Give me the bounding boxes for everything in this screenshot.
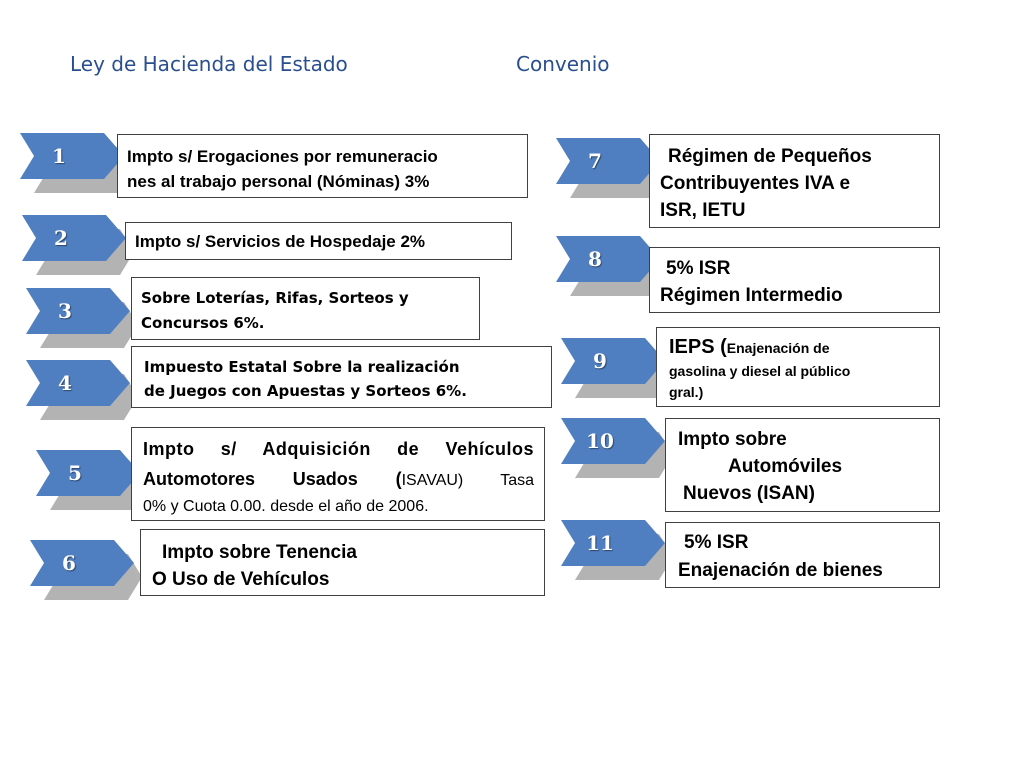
item-7-line-3: ISR, IETU [660,200,746,221]
item-5-line-2-bold: Automotores Usados ( [143,469,402,489]
item-9-line-3: gral.) [669,384,704,400]
item-box-9 [656,327,940,407]
chevron-number-8: 8 [588,247,602,271]
item-8-line-1: 5% ISR [666,258,731,279]
chevron-number-7: 7 [588,149,602,173]
chevron-marker-4 [26,360,136,434]
item-5-line-3: 0% y Cuota 0.00. desde el año de 2006. [143,498,429,515]
chevron-number-5: 5 [68,461,82,485]
chevron-marker-5 [36,450,146,524]
item-6-line-1: Impto sobre Tenencia [162,542,357,563]
chevron-marker-11 [561,520,671,594]
item-9-line-1 [669,334,939,361]
item-10-line-3: Nuevos (ISAN) [683,483,815,504]
chevron-marker-6 [30,540,140,614]
chevron-number-2: 2 [54,226,68,250]
item-box-4 [131,346,552,408]
chevron-marker-9 [561,338,671,412]
chevron-marker-10 [561,418,671,492]
item-7-line-2: Contribuyentes IVA e [660,173,851,194]
item-10-line-1: Impto sobre [678,429,787,450]
item-7-line-1: Régimen de Pequeños [668,146,872,167]
item-box-6 [140,529,545,596]
item-4-line-2: de Juegos con Apuestas y Sorteos 6%. [144,382,467,400]
heading-ley-hacienda: Ley de Hacienda del Estado [70,52,348,76]
item-box-11 [665,522,940,588]
chevron-marker-3 [26,288,136,362]
item-9-line-2: gasolina y diesel al público [669,363,851,379]
chevron-number-6: 6 [62,551,76,575]
heading-convenio: Convenio [516,52,610,76]
item-1-line-2: nes al trabajo personal (Nóminas) 3% [127,172,430,191]
item-6-line-2: O Uso de Vehículos [152,569,330,590]
item-8-line-2: Régimen Intermedio [660,285,843,306]
chevron-marker-1 [20,133,130,207]
item-5-line-2 [143,464,534,496]
item-box-1 [117,134,528,198]
item-box-7 [649,134,940,228]
chevron-number-9: 9 [593,349,607,373]
item-5-line-2-regular: ISAVAU) Tasa [401,472,534,489]
chevron-number-4: 4 [58,371,72,395]
item-3-line-1: Sobre Loterías, Rifas, Sorteos y [141,289,409,307]
item-11-line-2: Enajenación de bienes [678,560,883,581]
chevron-number-3: 3 [58,299,72,323]
item-10-line-2: Automóviles [728,456,843,477]
item-box-10 [665,418,940,512]
item-5-line-1: Impto s/ Adquisición de Vehículos [143,439,534,459]
item-3-line-2: Concursos 6%. [141,314,265,332]
item-2-line-1: Impto s/ Servicios de Hospedaje 2% [135,232,426,251]
item-1-line-1: Impto s/ Erogaciones por remuneracio [127,147,438,166]
item-box-2 [125,222,512,260]
item-box-8 [649,247,940,313]
chevron-number-1: 1 [52,144,66,168]
item-9-line-1-small: Enajenación de [726,340,830,356]
item-11-line-1: 5% ISR [684,532,749,553]
chevron-number-10: 10 [586,429,614,453]
item-9-line-1-large: IEPS ( [669,336,727,358]
chevron-marker-2 [22,215,132,289]
item-box-5 [131,427,545,521]
item-4-line-1: Impuesto Estatal Sobre la realización [144,358,460,376]
item-box-3 [131,277,480,340]
chevron-number-11: 11 [586,531,614,555]
